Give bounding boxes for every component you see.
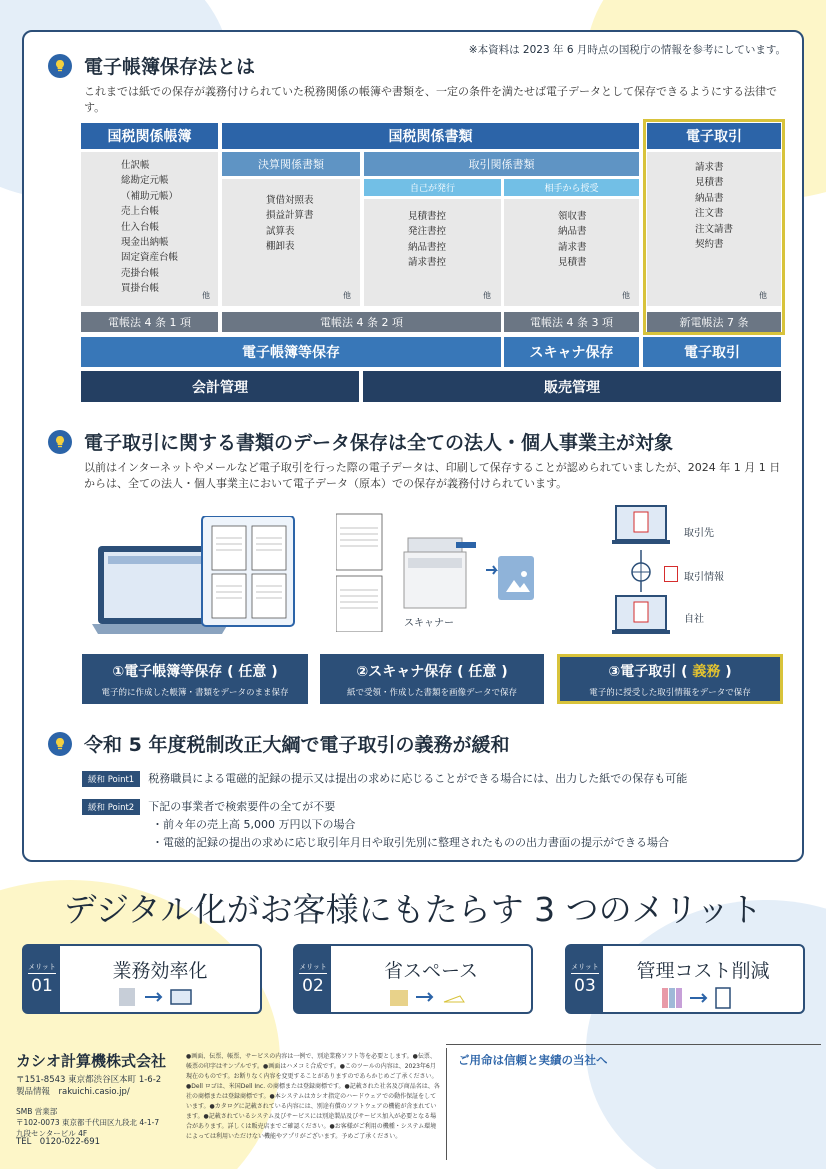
list-item: 注文書 [695,208,724,220]
source-note: ※本資料は 2023 年 6 月時点の国税庁の情報を参考にしています。 [468,44,786,56]
list-item: 見積書 [558,257,587,269]
main-card [22,30,804,862]
law-new-7: 新電帳法 7 条 [647,312,781,332]
lightbulb-icon [48,732,72,756]
other-label: 他 [343,291,351,300]
list-item: 現金出納帳 [121,237,169,249]
other-label: 他 [483,291,491,300]
list-item: 納品書 [558,226,587,238]
received-list [504,199,639,306]
list-item: （補助元帳） [121,190,179,202]
merit-badge: メリット 03 [567,946,603,1012]
list-item: 納品書控 [408,241,447,253]
cat-ledger: 国税関係帳簿 [81,123,218,149]
relief-point-1: 緩和 Point1 税務職員による電磁的記録の提示又は提出の求めに応じることができる場合には、出力した紙での保存も可能 [82,770,687,787]
list-item: 売上台帳 [121,206,160,218]
merit-card [22,944,262,1014]
merit-badge: メリット 01 [24,946,60,1012]
trade-info-label: 取引情報 [684,572,724,583]
company-address: 〒151-8543 東京都渋谷区本町 1-6-2 製品情報 rakuichi.casio.jp/ [16,1075,162,1097]
option-ebook-storage: ①電子帳簿等保存 ( 任意 ) 電子的に作成した帳簿・書類をデータのまま保存 [82,654,308,704]
phone-number: TEL 0120-022-691 [16,1137,101,1147]
cost-reduction-icon [603,986,803,1010]
list-item: 仕訳帳 [121,160,150,171]
list-item: 棚卸表 [266,241,295,253]
space-saving-icon [331,986,531,1008]
company-name: カシオ計算機株式会社 [16,1052,167,1070]
list-item: 売掛台帳 [121,267,160,279]
divider [446,1048,447,1160]
footer [0,1044,826,1169]
trade-header: 取引関係書類 [364,152,639,176]
law-4-1: 電帳法 4 条 1 項 [81,312,218,332]
list-item: 注文請書 [695,223,734,235]
other-label: 他 [202,291,210,300]
self-issued-header: 自己が発行 [364,179,501,196]
merit-title: 省スペース [383,960,479,982]
relief-point-2: 緩和 Point2 下記の事業者で検索要件の全てが不要 [82,798,335,815]
self-issued-list [364,199,501,306]
law-4-2: 電帳法 4 条 2 項 [222,312,501,332]
list-item: 請求書控 [408,257,447,269]
branch-address: SMB 営業部 〒102-0073 東京都千代田区九段北 4-1-7 九段センタービル 4F [16,1107,160,1138]
section1-heading [48,52,255,79]
other-label: 他 [622,291,630,300]
ledger-list [81,152,218,306]
list-item: 見積書 [695,177,724,189]
list-item: 納品書 [695,192,724,204]
section2-title: 電子取引に関する書類のデータ保存は全ての法人・個人事業主が対象 [84,432,674,454]
settle-header: 決算関係書類 [222,152,360,176]
list-item: 請求書 [558,241,587,253]
section1-desc: これまでは紙での保存が義務付けられていた税務関係の帳簿や書類を、一定の条件を満たせば電子データとして保存できるようにする法律です。 [84,85,777,114]
law-4-3: 電帳法 4 条 3 項 [504,312,639,332]
relief-bullet-2: ・電磁的記録の提出の求めに応じ取引年月日や取引先別に整理されたものの出力書面の提示ができる場合 [152,836,669,849]
divider [446,1044,821,1045]
edi-exchange-illustration [612,502,672,642]
own-company-label: 自社 [684,614,704,625]
list-item: 請求書 [695,162,724,173]
received-header: 相手から授受 [504,179,639,196]
product-info-link[interactable]: 製品情報 rakuichi.casio.jp/ [16,1087,130,1097]
lightbulb-icon [48,54,72,78]
merit-badge: メリット 02 [295,946,331,1012]
lightbulb-icon [48,430,72,454]
merit-title: 業務効率化 [112,960,208,982]
merit-card [293,944,533,1014]
other-label: 他 [759,291,767,300]
section3-title: 令和 5 年度税制改正大綱で電子取引の義務が緩和 [84,734,510,756]
partner-label: 取引先 [684,528,714,539]
edi-highlight-frame [643,119,785,335]
pdf-icon [664,566,678,582]
laptop-illustration [92,516,296,638]
accounting-mgmt: 会計管理 [81,371,359,402]
disclaimer: ●画面、伝票、帳票、サービスの内容は一例で、別途業務ソフト等を必要とします。●伝票、帳票の印字はサンプルです。●画面はハメコミ合成です。●このツールの内容は、2023年6月現在のものです。お断りなく内容を変更することがありますのであらかじめご了承ください。●Dell ロゴは、米国Dell Inc. の商標または登録商標です。●記載された社名及び商品名は、各社の商標または登録商標です。●本システムはカシオ指定のハードウェアでの動作保証をしています。●カタログに記載されている内容には、別途有償のソフトウェアの機能が含まれています。●記載されているシステム及びサービスには別途製品及びサービス加入が必要となる場合があります。詳しくは販売店までご確認ください。●お客様がご利用の機種・システム環境によっては利用いただけない機能やアプリがございます。予めご了承ください。 [186,1053,440,1140]
list-item: 損益計算書 [266,210,314,222]
list-item: 買掛台帳 [121,283,160,295]
section2-desc: 以前はインターネットやメールなど電子取引を行った際の電子データは、印刷して保存することが認められていましたが、2024 年 1 月 1 日からは、全ての法人・個人事業主において電子データ（原本）での保存が義務付けられています。 [84,461,781,490]
list-item: 領収書 [558,211,587,222]
list-item: 仕入台帳 [121,221,160,233]
relief-bullet-1: ・前々年の売上高 5,000 万円以下の場合 [152,818,356,831]
save-ebook: 電子帳簿等保存 [81,337,501,367]
settle-list [222,179,360,306]
list-item: 発注書控 [408,226,447,238]
sales-mgmt: 販売管理 [363,371,781,402]
merits-title: デジタル化がお客様にもたらす 3 つのメリット [63,890,763,929]
section1-title: 電子帳簿保存法とは [84,56,256,78]
cat-edi: 電子取引 [647,123,781,149]
list-item: 見積書控 [408,211,447,222]
section2-heading [48,428,673,455]
efficiency-icon [60,986,260,1008]
section3-heading [48,730,509,757]
merit-card [565,944,805,1014]
dealer-slogan: ご用命は信頼と実績の当社へ [458,1053,608,1067]
list-item: 固定資産台帳 [121,252,179,264]
option-scanner-storage: ②スキャナ保存 ( 任意 ) 紙で受領・作成した書類を画像データで保存 [320,654,544,704]
list-item: 貸借対照表 [266,195,314,206]
list-item: 総勘定元帳 [121,175,169,187]
scanner-label: スキャナー [404,618,454,629]
save-edi: 電子取引 [643,337,781,367]
cat-docs: 国税関係書類 [222,123,639,149]
save-scanner: スキャナ保存 [504,337,639,367]
merit-title: 管理コスト削減 [636,960,770,982]
option-edi-mandatory: ③電子取引 ( 義務 ) 電子的に授受した取引情報をデータで保存 [557,654,783,704]
list-item: 契約書 [695,239,724,251]
list-item: 試算表 [266,225,295,237]
